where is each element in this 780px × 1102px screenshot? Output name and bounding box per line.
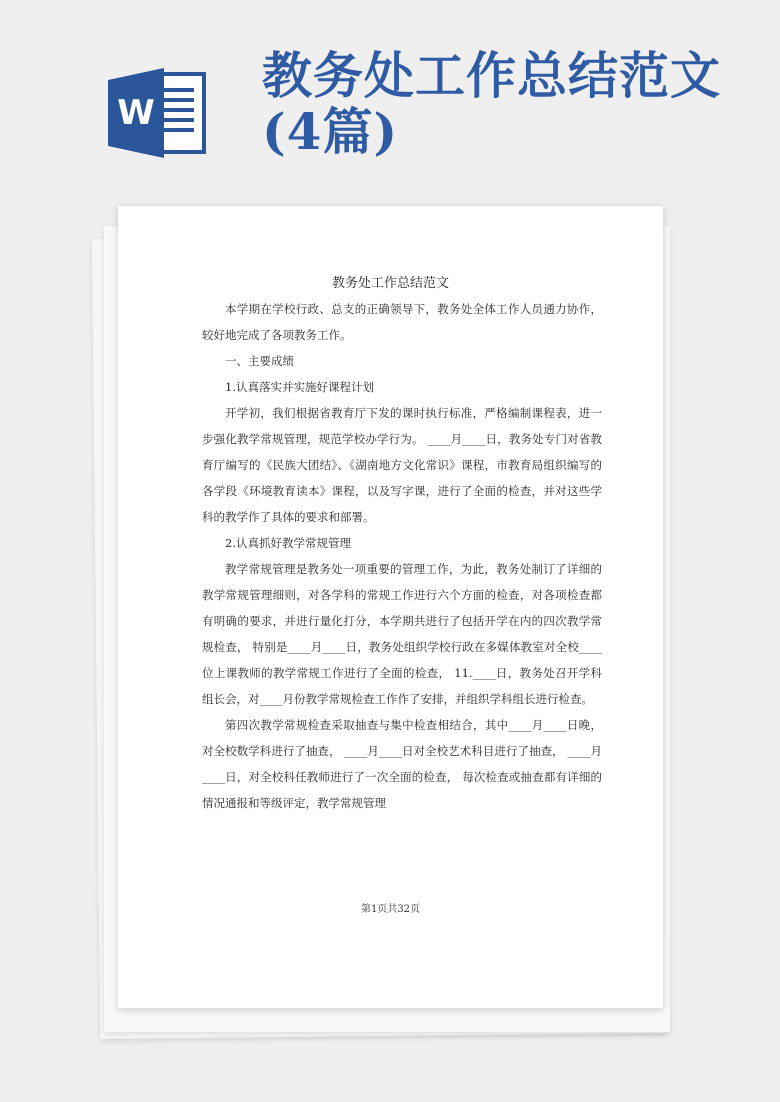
- document-body: [202, 296, 602, 816]
- paragraph: 第四次教学常规检查采取抽查与集中检查相结合，其中____月____日晚，对全校数学科进行了抽查， ____月____日对全校艺术科目进行了抽查， ____月____日，对全校科任教师进行了一次全面的检查， 每次检查或抽查都有详细的情况通报和等级评定，教学常规管理: [202, 718, 602, 810]
- paragraph: 开学初，我们根据省教育厅下发的课时执行标准，严格编制课程表，进一步强化教学常规管理，规范学校办学行为。 ____月____日，教务处专门对省教育厅编写的《民族大团结》、《湖南地方文化常识》课程，市教育局组织编写的各学段《环境教育读本》课程，以及写字课，进行了全面的检查，并对这些学科的教学作了具体的要求和部署。: [202, 406, 602, 524]
- page-title: 教务处工作总结范文(4篇): [262, 46, 721, 161]
- paragraph: 教学常规管理是教务处一项重要的管理工作，为此，教务处制订了详细的教学常规管理细则，对各学科的常规工作进行六个方面的检查，对各项检查都有明确的要求，并进行量化打分，本学期共进行了包括开学在内的四次教学常规检查， 特别是____月____日，教务处组织学校行政在多媒体教室对全校____位上课教师的教学常规工作进行了全面的检查， 11.____日，教务处召开学科组长会，对____月份教学常规检查工作作了安排，并组织学科组长进行检查。: [202, 562, 602, 706]
- paragraph: 本学期在学校行政、总支的正确领导下，教务处全体工作人员通力协作，较好地完成了各项教务工作。: [202, 302, 602, 342]
- page-number: 第1页共32页: [360, 904, 421, 915]
- document-page: [118, 206, 663, 1008]
- logo-letter: W: [117, 93, 155, 133]
- paragraph: 2.认真抓好教学常规管理: [225, 536, 351, 550]
- paragraph: 1.认真落实并实施好课程计划: [225, 380, 374, 394]
- word-logo-icon: [108, 66, 208, 160]
- document-title: 教务处工作总结范文: [331, 276, 449, 291]
- paragraph: 一、主要成绩: [225, 354, 294, 368]
